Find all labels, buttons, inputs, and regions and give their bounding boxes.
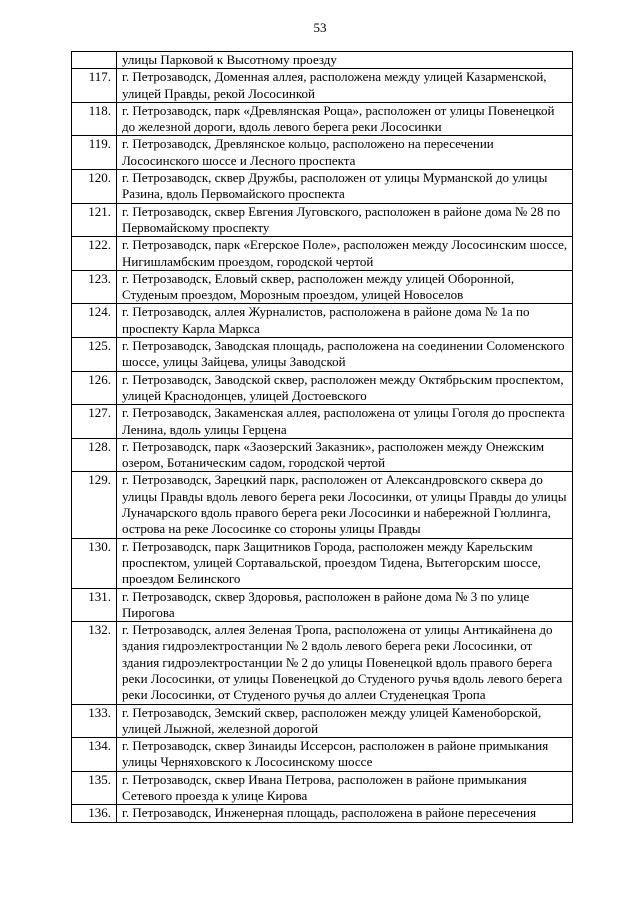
table-row [72,170,573,204]
table-row [72,622,573,704]
row-number: 123. [72,270,117,304]
table-row [72,52,573,69]
row-description: г. Петрозаводск, парк «Егерское Поле», расположен между Лососинским шоссе, Нигишламбским проездом, городской чертой [117,237,573,271]
table-row [72,538,573,588]
table-row [72,588,573,622]
row-number: 133. [72,704,117,738]
table-row [72,438,573,472]
row-description: г. Петрозаводск, Инженерная площадь, расположена в районе пересечения [117,805,573,822]
table-row [72,237,573,271]
row-description: г. Петрозаводск, Заводская площадь, расположена на соединении Соломенского шоссе, улицы Зайцева, улицы Заводской [117,338,573,372]
row-description: г. Петрозаводск, сквер Зинаиды Иссерсон, расположен в районе примыкания улицы Черняховского к Лососинскому шоссе [117,738,573,772]
registry-body [72,52,573,823]
table-row [72,771,573,805]
row-number: 121. [72,203,117,237]
row-number: 132. [72,622,117,704]
row-description: г. Петрозаводск, Закаменская аллея, расположена от улицы Гоголя до проспекта Ленина, вдоль улицы Герцена [117,405,573,439]
row-description: г. Петрозаводск, аллея Зеленая Тропа, расположена от улицы Антикайнена до здания гидроэлектростанции № 2 вдоль левого берега реки Лососинки, от здания гидроэлектростанции № 2 до улицы Повенецкой вдоль правого берега реки Лососинки, от улицы Повенецкой до Студеного ручья вдоль левого берега реки Лососинки, от Студеного ручья до аллеи Студенецкая Тропа [117,622,573,704]
table-row [72,102,573,136]
row-number: 129. [72,472,117,538]
row-description: г. Петрозаводск, Еловый сквер, расположен между улицей Оборонной, Студеным проездом, Морозным проездом, улицей Новоселов [117,270,573,304]
row-description: г. Петрозаводск, Земский сквер, расположен между улицей Каменоборской, улицей Лыжной, железной дорогой [117,704,573,738]
row-number [72,52,117,69]
row-number: 125. [72,338,117,372]
row-description: г. Петрозаводск, Доменная аллея, расположена между улицей Казарменской, улицей Правды, рекой Лососинкой [117,69,573,103]
row-description: г. Петрозаводск, Древлянское кольцо, расположено на пересечении Лососинского шоссе и Лесного проспекта [117,136,573,170]
row-description: улицы Парковой к Высотному проезду [117,52,573,69]
row-description: г. Петрозаводск, парк Защитников Города, расположен между Карельским проспектом, улицей Сортавальской, проездом Тидена, Вытегорским шоссе, проездом Белинского [117,538,573,588]
table-row [72,704,573,738]
table-row [72,371,573,405]
table-row [72,69,573,103]
row-description: г. Петрозаводск, парк «Заозерский Заказник», расположен между Онежским озером, Ботаническим садом, городской чертой [117,438,573,472]
row-number: 135. [72,771,117,805]
table-row [72,270,573,304]
row-number: 117. [72,69,117,103]
row-number: 131. [72,588,117,622]
table-row [72,203,573,237]
row-number: 118. [72,102,117,136]
table-row [72,338,573,372]
table-row [72,738,573,772]
row-description: г. Петрозаводск, парк «Древлянская Роща», расположен от улицы Повенецкой до железной дороги, вдоль левого берега реки Лососинки [117,102,573,136]
row-description: г. Петрозаводск, аллея Журналистов, расположена в районе дома № 1а по проспекту Карла Маркса [117,304,573,338]
row-description: г. Петрозаводск, Зарецкий парк, расположен от Александровского сквера до улицы Правды вдоль левого берега реки Лососинки, от улицы Правды до улицы Луначарского вдоль правого берега реки Лососинки и набережной Гюллинга, острова на реке Лососинке со стороны улицы Правды [117,472,573,538]
table-row [72,405,573,439]
table-row [72,805,573,822]
row-number: 128. [72,438,117,472]
row-description: г. Петрозаводск, сквер Ивана Петрова, расположен в районе примыкания Сетевого проезда к улице Кирова [117,771,573,805]
row-description: г. Петрозаводск, сквер Евгения Луговского, расположен в районе дома № 28 по Первомайскому проспекту [117,203,573,237]
table-row [72,136,573,170]
row-description: г. Петрозаводск, сквер Дружбы, расположен от улицы Мурманской до улицы Разина, вдоль Первомайского проспекта [117,170,573,204]
registry-table [71,51,573,823]
row-number: 130. [72,538,117,588]
row-number: 127. [72,405,117,439]
row-number: 126. [72,371,117,405]
row-number: 134. [72,738,117,772]
row-description: г. Петрозаводск, сквер Здоровья, расположен в районе дома № 3 по улице Пирогова [117,588,573,622]
row-number: 122. [72,237,117,271]
row-number: 124. [72,304,117,338]
page-number: 53 [313,20,327,35]
row-number: 136. [72,805,117,822]
table-row [72,472,573,538]
table-row [72,304,573,338]
row-description: г. Петрозаводск, Заводской сквер, расположен между Октябрьским проспектом, улицей Краснодонцев, улицей Достоевского [117,371,573,405]
row-number: 119. [72,136,117,170]
row-number: 120. [72,170,117,204]
